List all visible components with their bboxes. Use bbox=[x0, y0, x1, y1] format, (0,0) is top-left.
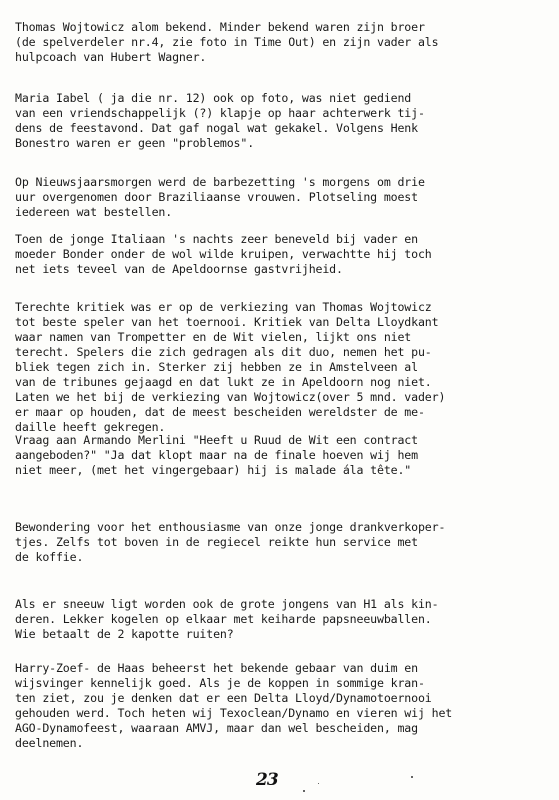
paragraph-3 bbox=[15, 175, 425, 220]
text-line: Bewondering voor het enthousiasme van onze jonge drankverkoper- bbox=[15, 520, 446, 534]
paragraph-8 bbox=[15, 597, 438, 642]
scan-speck bbox=[411, 776, 413, 778]
text-line: van een vriendschappelijk (?) klapje op haar achterwerk tij- bbox=[15, 106, 425, 120]
text-line: Vraag aan Armando Merlini "Heeft u Ruud de Wit een contract bbox=[15, 433, 418, 447]
text-line: net iets teveel van de Apeldoornse gastvrijheid. bbox=[15, 262, 343, 276]
paragraph-5 bbox=[15, 300, 445, 435]
text-line: bliek tegen zich in. Sterker zij hebben ze in Amstelveen al bbox=[15, 360, 418, 374]
text-line: van de tribunes gejaagd en dat lukt ze in Apeldoorn nog niet. bbox=[15, 375, 432, 389]
scan-speck bbox=[303, 790, 305, 792]
text-line: gehouden werd. Toch heten wij Texoclean/Dynamo en vieren wij het bbox=[15, 706, 453, 720]
text-line: Maria Iabel ( ja die nr. 12) ook op foto, was niet gediend bbox=[15, 91, 412, 105]
text-line: Toen de jonge Italiaan 's nachts zeer beneveld bij vader en bbox=[15, 232, 418, 246]
text-line: moeder Bonder onder de wol wilde kruipen, verwachtte hij toch bbox=[15, 247, 432, 261]
text-line: dens de feestavond. Dat gaf nogal wat gekakel. Volgens Henk bbox=[15, 121, 418, 135]
text-line: Thomas Wojtowicz alom bekend. Minder bekend waren zijn broer bbox=[15, 20, 425, 34]
text-line: Laten we het bij de verkiezing van Wojtowicz(over 5 mnd. vader) bbox=[15, 390, 446, 404]
paragraph-7 bbox=[15, 520, 445, 565]
text-line: daille heeft gekregen. bbox=[15, 420, 166, 434]
paragraph-4 bbox=[15, 232, 432, 277]
text-line: Bonestro waren er geen "problemos". bbox=[15, 136, 255, 150]
text-line: uur overgenomen door Braziliaanse vrouwen. Plotseling moest bbox=[15, 190, 418, 204]
paragraph-9 bbox=[15, 661, 452, 751]
text-line: terecht. Spelers die zich gedragen als dit duo, nemen het pu- bbox=[15, 345, 432, 359]
text-line: wijsvinger kennelijk goed. Als je de koppen in sommige kran- bbox=[15, 676, 425, 690]
text-line: iedereen wat bestellen. bbox=[15, 205, 173, 219]
paragraph-1 bbox=[15, 20, 438, 65]
text-line: waar namen van Trompetter en de Wit vielen, lijkt ons niet bbox=[15, 330, 412, 344]
text-line: Als er sneeuw ligt worden ook de grote jongens van H1 als kin- bbox=[15, 597, 439, 611]
text-line: aangeboden?" "Ja dat klopt maar na de finale hoeven wij hem bbox=[15, 448, 418, 462]
text-line: deelnemen. bbox=[15, 736, 84, 750]
text-line: tjes. Zelfs tot boven in de regiecel reikte hun service met bbox=[15, 535, 418, 549]
text-line: Terechte kritiek was er op de verkiezing van Thomas Wojtowicz bbox=[15, 300, 432, 314]
text-line: (de spelverdeler nr.4, zie foto in Time Out) en zijn vader als bbox=[15, 35, 439, 49]
text-line: hulpcoach van Hubert Wagner. bbox=[15, 50, 207, 64]
page-number: 23 bbox=[256, 770, 278, 790]
paragraph-6 bbox=[15, 433, 418, 478]
text-line: niet meer, (met het vingergebaar) hij is malade ála tête." bbox=[15, 463, 412, 477]
text-line: AGO-Dynamofeest, waaraan AMVJ, maar dan wel bescheiden, mag bbox=[15, 721, 418, 735]
scan-speck bbox=[318, 783, 319, 784]
text-line: ten ziet, zou je denken dat er een Delta Lloyd/Dynamotoernooi bbox=[15, 691, 432, 705]
text-line: er maar op houden, dat de meest bescheiden wereldster de me- bbox=[15, 405, 425, 419]
paragraph-2 bbox=[15, 91, 425, 151]
text-line: Harry-Zoef- de Haas beheerst het bekende gebaar van duim en bbox=[15, 661, 418, 675]
text-line: Op Nieuwsjaarsmorgen werd de barbezetting 's morgens om drie bbox=[15, 175, 425, 189]
text-line: Wie betaalt de 2 kapotte ruiten? bbox=[15, 627, 234, 641]
text-line: de koffie. bbox=[15, 550, 84, 564]
text-line: deren. Lekker kogelen op elkaar met keiharde papsneeuwballen. bbox=[15, 612, 432, 626]
text-line: tot beste speler van het toernooi. Kritiek van Delta Lloydkant bbox=[15, 315, 439, 329]
